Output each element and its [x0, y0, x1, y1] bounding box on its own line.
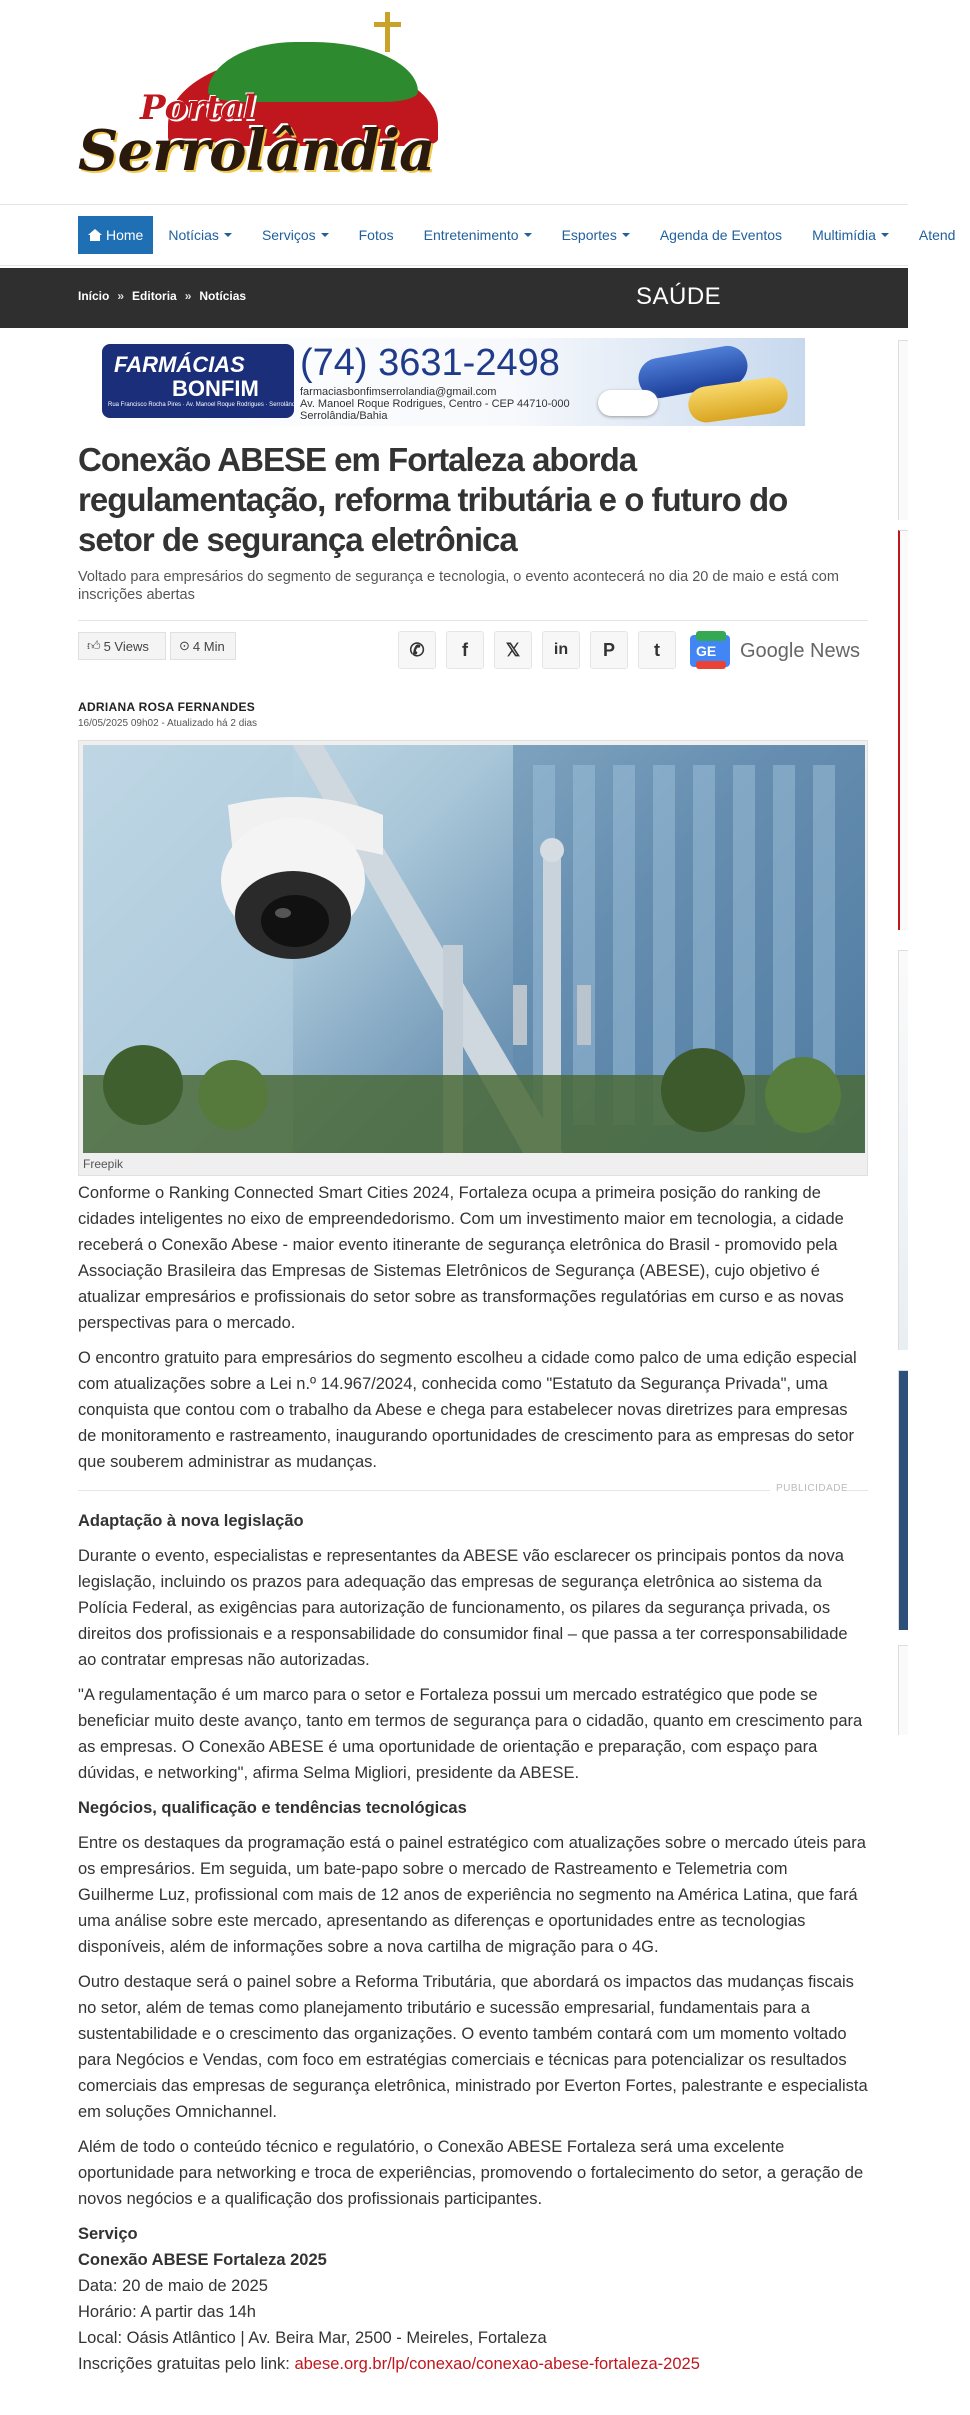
ad-divider — [78, 1490, 868, 1491]
article-paragraph: Entre os destaques da programação está o painel estratégico com atualizações sobre o mercado úteis para os empresários. Em seguida, um bate-papo sobre o mercado de Rastreamento e Telemetria com Guilherme Luz, profissional com mais de 12 anos de experiência no segmento na América Latina, que fará uma análise sobre este mercado, apresentando as diferenças e oportunidades entre as tecnologias disponíveis, além de informações sobre a nova cartilha de migração para o 4G. — [78, 1834, 866, 1956]
nav-item-home[interactable] — [78, 216, 153, 254]
breadcrumb-inicio[interactable]: Início — [78, 289, 110, 303]
ad-contact — [300, 386, 570, 422]
publish-date: 16/05/2025 09h02 - Atualizado há 2 dias — [78, 718, 258, 729]
x-icon: 𝕏 — [505, 639, 521, 660]
nav-item-label: Serviços — [261, 227, 316, 243]
nav-item-label: Agenda de Eventos — [659, 227, 783, 243]
service-time: Horário: A partir das 14h — [78, 2303, 256, 2321]
thumbs-up-icon: 👍︎ — [87, 638, 101, 653]
breadcrumb-editoria[interactable]: Editoria — [132, 289, 177, 303]
read-time-badge — [170, 632, 236, 660]
pinterest-icon: P — [602, 639, 615, 660]
nav-item-agenda[interactable] — [645, 216, 797, 254]
tumblr-icon: t — [654, 639, 660, 660]
logo-text-serrolandia: Serrolândia — [78, 118, 435, 184]
facebook-share-button[interactable] — [446, 631, 484, 669]
ad-brand-line2: BONFIM — [172, 376, 259, 401]
chevron-down-icon — [321, 233, 329, 237]
chevron-down-icon — [224, 233, 232, 237]
author-name[interactable]: ADRIANA ROSA FERNANDES — [78, 700, 256, 714]
linkedin-icon: in — [553, 641, 569, 658]
nav-item-servicos[interactable] — [247, 216, 344, 254]
article-paragraph: Conforme o Ranking Connected Smart Cities 2024, Fortaleza ocupa a primeira posição do ranking de cidades inteligentes no eixo de empreendedorismo. Com um investimento maior em tecnologia, a cidade receberá o Conexão Abese - maior evento itinerante de segurança eletrônica do Brasil - promovido pela Associação Brasileira das Empresas de Sistemas Eletrônicos de Segurança (ABESE), cujo objetivo é atualizar empresários e profissionais do setor sobre as transformações regulatórias em curso e as novas perspectivas para o mercado. — [78, 1184, 844, 1332]
whatsapp-icon: ✆ — [409, 639, 425, 660]
chevron-down-icon — [524, 233, 532, 237]
article-body-main — [78, 1508, 868, 2377]
chevron-down-icon — [881, 233, 889, 237]
section-title: SAÚDE — [636, 283, 722, 310]
service-place: Local: Oásis Atlântico | Av. Beira Mar, 2500 - Meireles, Fortaleza — [78, 2329, 547, 2347]
linkedin-share-button[interactable] — [542, 631, 580, 669]
nav-item-esportes[interactable] — [547, 216, 645, 254]
logo-text-portal: Portal — [140, 88, 256, 128]
sidebar-fragment — [898, 950, 908, 1350]
facebook-icon: f — [462, 639, 468, 660]
ad-label: PUBLICIDADE — [770, 1483, 848, 1494]
nav-item-noticias[interactable] — [153, 216, 247, 254]
service-signup — [78, 2351, 868, 2377]
whatsapp-share-button[interactable] — [398, 631, 436, 669]
nav-item-entretenimento[interactable] — [409, 216, 547, 254]
clock-icon: ⊙ — [179, 638, 190, 653]
site-logo[interactable] — [78, 8, 458, 188]
chevron-right-icon: » — [184, 289, 192, 303]
nav-item-label: Fotos — [358, 227, 394, 243]
nav-list — [78, 205, 970, 265]
ad-city: Serrolândia/Bahia — [300, 410, 388, 422]
nav-item-label: Atend — [918, 227, 956, 243]
article-paragraph: "A regulamentação é um marco para o setor e Fortaleza possui um mercado estratégico que pode se beneficiar muito deste avanço, tanto em termos de segurança para o cidadão, quanto em crescimento para as empresas. O Conexão ABESE é uma oportunidade de orientação e preparação, com espaço para dúvidas, e networking", afirma Selma Migliori, presidente da ABESE. — [78, 1686, 863, 1782]
logo-cross-bar — [374, 22, 401, 27]
pharmacy-ad-banner[interactable] — [78, 338, 805, 426]
tumblr-share-button[interactable] — [638, 631, 676, 669]
views-badge — [78, 632, 166, 660]
section-heading: Adaptação à nova legislação — [78, 1512, 304, 1530]
sidebar-fragment — [898, 340, 908, 520]
logo-cross-icon — [385, 12, 390, 52]
service-heading: Serviço — [78, 2225, 138, 2243]
ad-brand-sub: Rua Francisco Rocha Pires · Av. Manoel Roque Rodrigues · Serrolândia - BA — [108, 402, 314, 408]
pharmacy-logo — [102, 344, 314, 418]
sidebar-fragment — [898, 1645, 908, 1735]
article-image-figure — [78, 740, 868, 1176]
google-news-icon: GE — [686, 631, 734, 671]
ad-phone: (74) 3631-2498 — [300, 342, 560, 384]
nav-item-label: Entretenimento — [423, 227, 519, 243]
service-event: Conexão ABESE Fortaleza 2025 — [78, 2251, 327, 2269]
security-camera-photo — [83, 745, 865, 1153]
nav-item-label: Notícias — [168, 227, 219, 243]
photo-credit: Freepik — [83, 1157, 124, 1171]
ad-address: Av. Manoel Roque Rodrigues, Centro - CEP 44710-000 — [300, 398, 570, 410]
article-paragraph: Outro destaque será o painel sobre a Reforma Tributária, que abordará os impactos das mudanças fiscais no setor, além de temas como planejamento tributário e sucessão empresarial, fundamentais para a sustentabilidade e o crescimento das organizações. O evento também contará com um momento voltado para Negócios e Vendas, com foco em estratégias comerciais e técnicas para potencializar os resultados comerciais das empresas de segurança eletrônica, ministrado por Everton Fortes, palestrante e especialista em soluções Omnichannel. — [78, 1973, 868, 2121]
breadcrumb-bar — [0, 268, 908, 328]
chevron-right-icon: » — [117, 289, 125, 303]
signup-link[interactable]: abese.org.br/lp/conexao/conexao-abese-fortaleza-2025 — [294, 2355, 700, 2373]
chevron-down-icon — [622, 233, 630, 237]
breadcrumb — [78, 289, 246, 303]
x-share-button[interactable] — [494, 631, 532, 669]
home-icon — [88, 229, 102, 241]
pill-image — [598, 390, 658, 416]
ad-brand-line1: FARMÁCIAS — [114, 352, 245, 377]
article-paragraph: Durante o evento, especialistas e representantes da ABESE vão esclarecer os principais pontos da nova legislação, incluindo os prazos para adequação das empresas de segurança eletrônica ao sistema da Polícia Federal, as exigências para autorização de funcionamento, os pilares da segurança privada, os direitos dos profissionais e a responsabilidade do consumidor final – que passa a ter corresponsabilidade ao contratar empresas não autorizadas. — [78, 1547, 848, 1669]
nav-item-label: Esportes — [561, 227, 617, 243]
article-title: Conexão ABESE em Fortaleza aborda regulamentação, reforma tributária e o futuro do setor de segurança eletrônica — [78, 441, 788, 558]
security-camera-illustration — [83, 745, 865, 1153]
google-news-label: Google News — [740, 639, 861, 662]
article-subtitle: Voltado para empresários do segmento de segurança e tecnologia, o evento acontecerá no dia 20 de maio e está com inscrições abertas — [78, 569, 839, 603]
article-body-intro — [78, 1180, 868, 1484]
nav-item-label: Multimídia — [812, 227, 876, 243]
breadcrumb-noticias[interactable]: Notícias — [199, 289, 247, 303]
pinterest-share-button[interactable] — [590, 631, 628, 669]
ad-email: farmaciasbonfimserrolandia@gmail.com — [300, 386, 497, 398]
read-time: 4 Min — [192, 638, 225, 654]
service-date: Data: 20 de maio de 2025 — [78, 2277, 268, 2295]
nav-item-fotos[interactable] — [344, 216, 409, 254]
article-paragraph: O encontro gratuito para empresários do segmento escolheu a cidade como palco de uma edição especial com atualizações sobre a Lei n.º 14.967/2024, conhecida como "Estatuto da Segurança Privada", uma conquista que contou com o trabalho da Abese e chega para estabelecer novas diretrizes para empresas de monitoramento e rastreamento, inaugurando oportunidades de crescimento para as empresas do setor que souberem administrar as mudanças. — [78, 1349, 857, 1471]
nav-item-multimidia[interactable] — [797, 216, 904, 254]
google-news-button[interactable] — [686, 631, 860, 671]
sidebar-fragment — [898, 530, 908, 930]
views-count: 5 Views — [103, 638, 149, 654]
article-meta-row — [78, 620, 868, 680]
nav-item-label: Home — [106, 227, 144, 243]
main-nav — [0, 204, 956, 266]
nav-item-atendimento[interactable] — [904, 216, 970, 254]
article-paragraph: Além de todo o conteúdo técnico e regulatório, o Conexão ABESE Fortaleza será uma excelente oportunidade para networking e troca de experiências, promovendo o fortalecimento do setor, a geração de novos negócios e a qualificação dos profissionais participantes. — [78, 2138, 864, 2208]
sidebar-fragment — [898, 1370, 908, 1630]
signup-prefix: Inscrições gratuitas pelo link: — [78, 2355, 295, 2373]
section-heading: Negócios, qualificação e tendências tecnológicas — [78, 1799, 467, 1817]
